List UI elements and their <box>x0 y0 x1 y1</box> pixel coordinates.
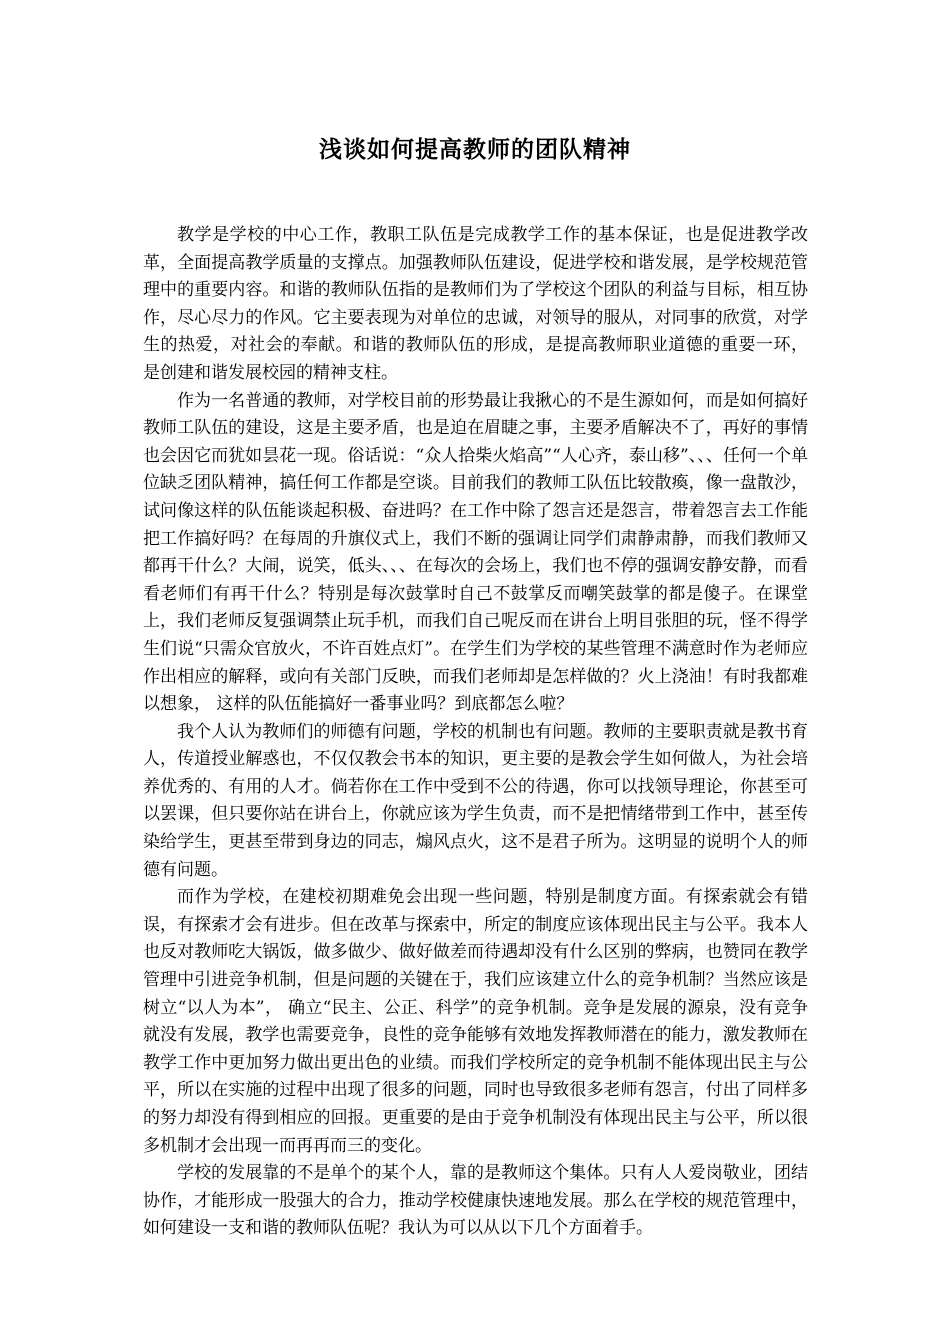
paragraph-3: 我个人认为教师们的师德有问题，学校的机制也有问题。教师的主要职责就是教书育人，传道授业解惑也，不仅仅教会书本的知识，更主要的是教会学生如何做人，为社会培养优秀的、有用的人才。倘若你在工作中受到不公的待遇，你可以找领导理论，你甚至可以罢课，但只要你站在讲台上，你就应该为学生负责，而不是把情绪带到工作中，甚至传染给学生，更甚至带到身边的同志，煽风点火，这不是君子所为。这明显的说明个人的师德有问题。 <box>143 721 808 880</box>
paragraph-4: 而作为学校，在建校初期难免会出现一些问题，特别是制度方面。有探索就会有错误，有探索才会有进步。但在改革与探索中，所定的制度应该体现出民主与公平。我本人也反对教师吃大锅饭，做多做少、做好做差而待遇却没有什么区别的弊病，也赞同在教学管理中引进竞争机制，但是问题的关键在于，我们应该建立什么的竞争机制？当然应该是树立“以人为本”， 确立“民主、公正、科学”的竞争机制。竞争是发展的源泉，没有竞争就没有发展，教学也需要竞争，良性的竞争能够有效地发挥教师潜在的能力，激发教师在教学工作中更加努力做出更出色的业绩。而我们学校所定的竞争机制不能体现出民主与公平，所以在实施的过程中出现了很多的问题，同时也导致很多老师有怨言，付出了同样多的努力却没有得到相应的回报。更重要的是由于竞争机制没有体现出民主与公平，所以很多机制才会出现一而再再而三的变化。 <box>143 887 808 1156</box>
document-title: 浅谈如何提高教师的团队精神 <box>319 136 631 163</box>
paragraph-1: 教学是学校的中心工作，教职工队伍是完成教学工作的基本保证，也是促进教学改革，全面提高教学质量的支撑点。加强教师队伍建设，促进学校和谐发展，是学校规范管理中的重要内容。和谐的教师队伍指的是教师们为了学校这个团队的利益与目标，相互协作，尽心尽力的作风。它主要表现为对单位的忠诚，对领导的服从，对同事的欣赏，对学生的热爱，对社会的奉献。和谐的教师队伍的形成，是提高教师职业道德的重要一环， 是创建和谐发展校园的精神支柱。 <box>143 225 808 383</box>
paragraph-5: 学校的发展靠的不是单个的某个人，靠的是教师这个集体。只有人人爱岗敬业，团结协作，才能形成一股强大的合力，推动学校健康快速地发展。那么在学校的规范管理中，如何建设一支和谐的教师队伍呢？我认为可以从以下几个方面着手。 <box>143 1163 808 1239</box>
document-body <box>143 222 808 1243</box>
paragraph-2: 作为一名普通的教师，对学校目前的形势最让我揪心的不是生源如何，而是如何搞好教师工队伍的建设，这是主要矛盾，也是迫在眉睫之事，主要矛盾解决不了，再好的事情也会因它而犹如昙花一现。俗话说：“众人拾柴火焰高”“人心齐，泰山移”、、、任何一个单位缺乏团队精神，搞任何工作都是空谈。目前我们的教师工队伍比较散瘓，像一盘散沙，试问像这样的队伍能谈起积极、奋进吗？在工作中除了怨言还是怨言，带着怨言去工作能把工作搞好吗？在每周的升旗仪式上，我们不断的强调让同学们肃静肃静，而我们教师又都再干什么？大闹，说笑，低头、、、在每次的会场上，我们也不停的强调安静安静，而看看老师们有再干什么？特别是每次鼓掌时自己不鼓掌反而嘲笑鼓掌的都是傻子。在课堂上，我们老师反复强调禁止玩手机，而我们自己呢反而在讲台上明目张胆的玩，怪不得学生们说“只需众官放火，不许百姓点灯”。在学生们为学校的某些管理不满意时作为老师应作出相应的解释，或向有关部门反映，而我们老师却是怎样做的？火上浇油！有时我都难以想象， 这样的队伍能搞好一番事业吗？到底都怎么啦？ <box>143 390 808 715</box>
